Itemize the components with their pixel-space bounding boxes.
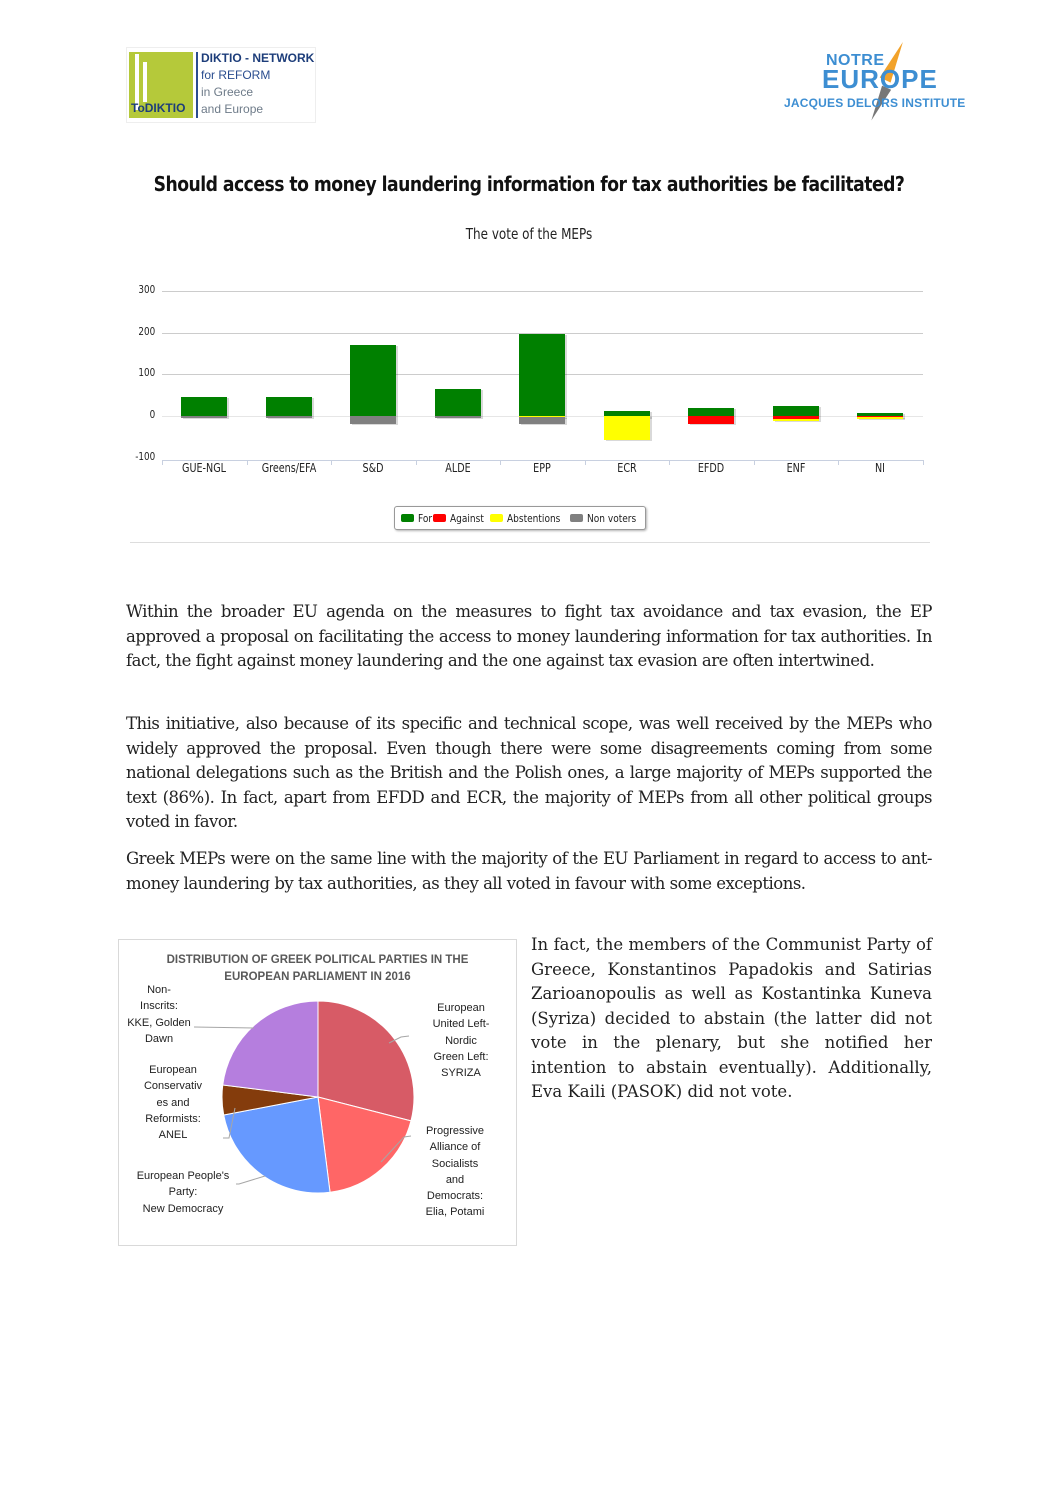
pie-label-non-inscrits: Non- Inscrits: KKE, Golden Dawn (127, 984, 191, 1045)
x-tick-label: GUE-NGL (182, 461, 226, 475)
vote-bar-chart (130, 280, 930, 543)
bar-against (688, 416, 734, 424)
x-tick (923, 460, 924, 465)
legend-label: Against (450, 511, 485, 525)
diktio-logo-text: DIKTIO - NETWORK for REFORM in Greece and Europe (201, 51, 315, 116)
notre-europe-logo: NOTRE EUROPE JACQUES DELORS INSTITUTE (784, 38, 984, 124)
x-tick-label: ALDE (444, 461, 471, 475)
chart-legend (394, 506, 646, 530)
x-tick (247, 460, 248, 465)
bar-abstentions (604, 416, 650, 440)
bar-non-voters (350, 416, 396, 424)
y-tick-label: 300 (138, 282, 156, 296)
x-tick-label: ECR (616, 461, 637, 475)
pie-label-gue-ngl: European United Left- Nordic Green Left: SYRIZA (432, 1002, 490, 1080)
pie-label-sd: Progressive Alliance of Socialists and Democrats: Elia, Potami (425, 1125, 485, 1219)
bar-for (266, 397, 312, 416)
x-tick-label: Greens/EFA (261, 461, 316, 475)
legend-item (570, 512, 639, 525)
x-tick (838, 460, 839, 465)
legend-label: For (418, 511, 433, 525)
x-tick (585, 460, 586, 465)
paragraph-exceptions: In fact, the members of the Communist Party of Greece, Konstantinos Papadokis and Satirias Zarioanopoulis as well as Kostantinka Kuneva (Syriza) decided to abstain (the latter did not vote in the plenary, but she notified her intention to abstain eventually). Additionally, Eva Kaili (PASOK) did not vote. (531, 935, 932, 1101)
x-tick-label: EPP (533, 461, 551, 475)
bar-non-voters (266, 416, 312, 418)
greek-parties-pie-chart (118, 939, 517, 1246)
gridline (162, 291, 923, 292)
y-tick-label: 200 (138, 324, 156, 338)
diktio-logo (126, 47, 316, 123)
diktio-logo-mark: ToDIKTIO (129, 52, 193, 118)
pie-label-epp: European People's Party: New Democracy (136, 1170, 230, 1215)
legend-swatch (490, 514, 503, 522)
bar-for (519, 334, 565, 416)
chart-title: The vote of the MEPs (465, 225, 593, 243)
bar-non-voters (519, 417, 565, 425)
bar-non-voters (435, 416, 481, 418)
x-tick (669, 460, 670, 465)
legend-item (433, 512, 483, 525)
pie-chart-title: DISTRIBUTION OF GREEK POLITICAL PARTIES IN THE EUROPEAN PARLIAMENT IN 2016 (166, 954, 469, 983)
paragraph-initiative: This initiative, also because of its specific and technical scope, was well received by the MEPs who widely approved the proposal. Even though there were some disagreements coming from some national delegations such as the British and the Polish ones, a large majority of MEPs supported the text (86%). In fact, apart from EFDD and ECR, the majority of MEPs from all other political groups voted in favor. (126, 714, 932, 831)
paragraph-intro: Within the broader EU agenda on the measures to fight tax avoidance and tax evasion, the EP approved a proposal on facilitating the access to money laundering information for tax authorities. In fact, the fight against money laundering and the one against tax evasion are often intertwined. (126, 602, 932, 670)
x-tick-label: NI (874, 461, 885, 475)
legend-item (401, 511, 433, 525)
bar-for (435, 389, 481, 416)
legend-item (490, 512, 564, 525)
paragraph-greek-meps: Greek MEPs were on the same line with the majority of the EU Parliament in regard to access to ant-money laundering by tax authorities, as they all voted in favour with some exceptions. (126, 849, 932, 893)
bar-for (688, 408, 734, 416)
bar-for (350, 345, 396, 416)
bar-non-voters (181, 416, 227, 418)
x-tick (331, 460, 332, 465)
pie-slice (223, 1001, 318, 1097)
x-tick-label: S&D (362, 461, 384, 475)
y-tick-label: 100 (138, 366, 156, 380)
page-title: Should access to money laundering information for tax authorities be facilitated? (153, 172, 905, 196)
legend-swatch (433, 514, 446, 522)
legend-label: Abstentions (506, 511, 560, 525)
x-tick-label: ENF (786, 461, 805, 475)
bar-for (181, 397, 227, 416)
y-tick-label: 0 (149, 408, 156, 421)
pie-label-ecr: European Conservativ es and Reformists: ANEL (143, 1064, 203, 1142)
x-tick (162, 460, 163, 465)
x-tick (500, 460, 501, 465)
legend-label: Non voters (586, 511, 636, 525)
legend-swatch (401, 514, 414, 522)
bar-abstentions (773, 419, 819, 421)
x-tick (754, 460, 755, 465)
bar-for (773, 406, 819, 416)
y-tick-label: -100 (135, 449, 156, 463)
x-tick (416, 460, 417, 465)
x-tick-label: EFDD (697, 461, 725, 475)
legend-swatch (570, 514, 583, 522)
bar-abstentions (857, 417, 903, 419)
